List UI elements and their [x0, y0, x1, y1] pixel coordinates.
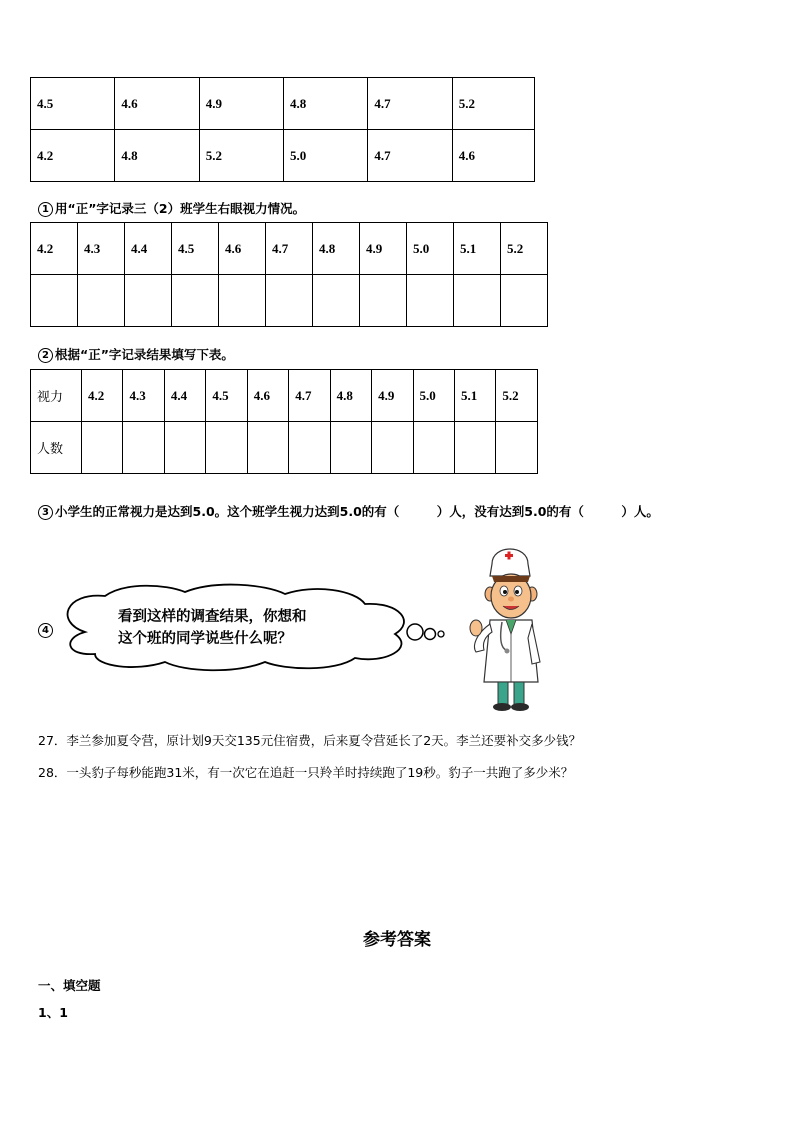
tally-header-cell: 4.3 [78, 223, 125, 275]
count-blank-cell[interactable] [164, 422, 205, 474]
count-blank-cell[interactable] [454, 422, 495, 474]
vision-header-cell: 4.9 [372, 370, 413, 422]
table-cell: 4.7 [368, 130, 452, 182]
count-blank-cell[interactable] [413, 422, 454, 474]
vision-header-cell: 4.2 [82, 370, 123, 422]
step2-text: 根据“正”字记录结果填写下表。 [55, 347, 234, 362]
tally-header-cell: 4.2 [31, 223, 78, 275]
doctor-cartoon-illustration [462, 542, 557, 714]
vision-data-table [30, 77, 535, 182]
tally-blank-cell[interactable] [125, 275, 172, 327]
count-blank-cell[interactable] [496, 422, 538, 474]
table-cell: 5.0 [284, 130, 368, 182]
count-blank-cell[interactable] [289, 422, 330, 474]
count-table [30, 369, 538, 474]
step2-instruction [38, 345, 234, 363]
vision-header-cell: 5.1 [454, 370, 495, 422]
tally-header-cell: 4.4 [125, 223, 172, 275]
count-blank-cell[interactable] [372, 422, 413, 474]
table-cell: 4.9 [199, 78, 283, 130]
step1-number: 1 [38, 202, 53, 217]
table-row [31, 130, 535, 182]
count-blank-cell[interactable] [82, 422, 123, 474]
tally-blank-cell[interactable] [78, 275, 125, 327]
tally-header-cell: 5.1 [454, 223, 501, 275]
tally-header-cell: 4.8 [313, 223, 360, 275]
vision-header-cell: 5.2 [496, 370, 538, 422]
tally-blank-cell[interactable] [313, 275, 360, 327]
step1-instruction [38, 199, 305, 217]
vision-header-cell: 4.3 [123, 370, 164, 422]
table-cell: 5.2 [452, 78, 534, 130]
row-label-count: 人数 [31, 422, 82, 474]
answer-item-1: 1、1 [38, 1005, 68, 1020]
tally-blank-cell[interactable] [172, 275, 219, 327]
vision-header-cell: 4.8 [330, 370, 371, 422]
vision-header-cell: 4.7 [289, 370, 330, 422]
step2-number: 2 [38, 348, 53, 363]
step3-question [38, 502, 778, 520]
question-28: 28．一头豹子每秒能跑31米，有一次它在追赶一只羚羊时持续跑了19秒。豹子一共跑了多少米？ [38, 765, 574, 780]
question-27: 27．李兰参加夏令营，原计划9天交135元住宿费，后来夏令营延长了2天。李兰还要补交多少钱？ [38, 733, 582, 748]
tally-header-cell: 5.2 [501, 223, 548, 275]
table-cell: 4.8 [284, 78, 368, 130]
tally-blank-cell[interactable] [501, 275, 548, 327]
tally-blank-cell[interactable] [407, 275, 454, 327]
table-cell: 4.2 [31, 130, 115, 182]
step3-text: 小学生的正常视力是达到5.0。这个班学生视力达到5.0的有（ ）人，没有达到5.0的有（ ）人。 [55, 504, 659, 519]
tally-blank-cell[interactable] [266, 275, 313, 327]
count-blank-cell[interactable] [247, 422, 288, 474]
count-blank-cell[interactable] [206, 422, 247, 474]
bubble-line-1: 看到这样的调查结果，你想和 [118, 609, 307, 625]
tally-header-cell: 4.6 [219, 223, 266, 275]
tally-blank-cell[interactable] [454, 275, 501, 327]
table-cell: 4.6 [452, 130, 534, 182]
row-label-vision: 视力 [31, 370, 82, 422]
tally-blank-cell[interactable] [219, 275, 266, 327]
tally-header-cell: 4.7 [266, 223, 313, 275]
count-blank-cell[interactable] [330, 422, 371, 474]
table-cell: 4.6 [115, 78, 199, 130]
table-cell: 4.5 [31, 78, 115, 130]
answer-section-heading: 一、填空题 [38, 978, 101, 993]
tally-table [30, 222, 548, 327]
bubble-line-2: 这个班的同学说些什么呢？ [118, 631, 292, 647]
tally-blank-cell[interactable] [31, 275, 78, 327]
bubble-text [118, 606, 307, 650]
tally-header-cell: 4.9 [360, 223, 407, 275]
vision-header-cell: 4.6 [247, 370, 288, 422]
step3-number: 3 [38, 505, 53, 520]
step1-text: 用“正”字记录三（2）班学生右眼视力情况。 [55, 201, 306, 216]
vision-header-cell: 4.4 [164, 370, 205, 422]
table-row [31, 78, 535, 130]
table-cell: 4.8 [115, 130, 199, 182]
table-cell: 4.7 [368, 78, 452, 130]
vision-header-cell: 4.5 [206, 370, 247, 422]
table-cell: 5.2 [199, 130, 283, 182]
step4-number: 4 [38, 623, 53, 638]
count-blank-cell[interactable] [123, 422, 164, 474]
tally-header-cell: 4.5 [172, 223, 219, 275]
vision-header-cell: 5.0 [413, 370, 454, 422]
answer-title: 参考答案 [363, 930, 431, 950]
tally-header-cell: 5.0 [407, 223, 454, 275]
tally-blank-cell[interactable] [360, 275, 407, 327]
